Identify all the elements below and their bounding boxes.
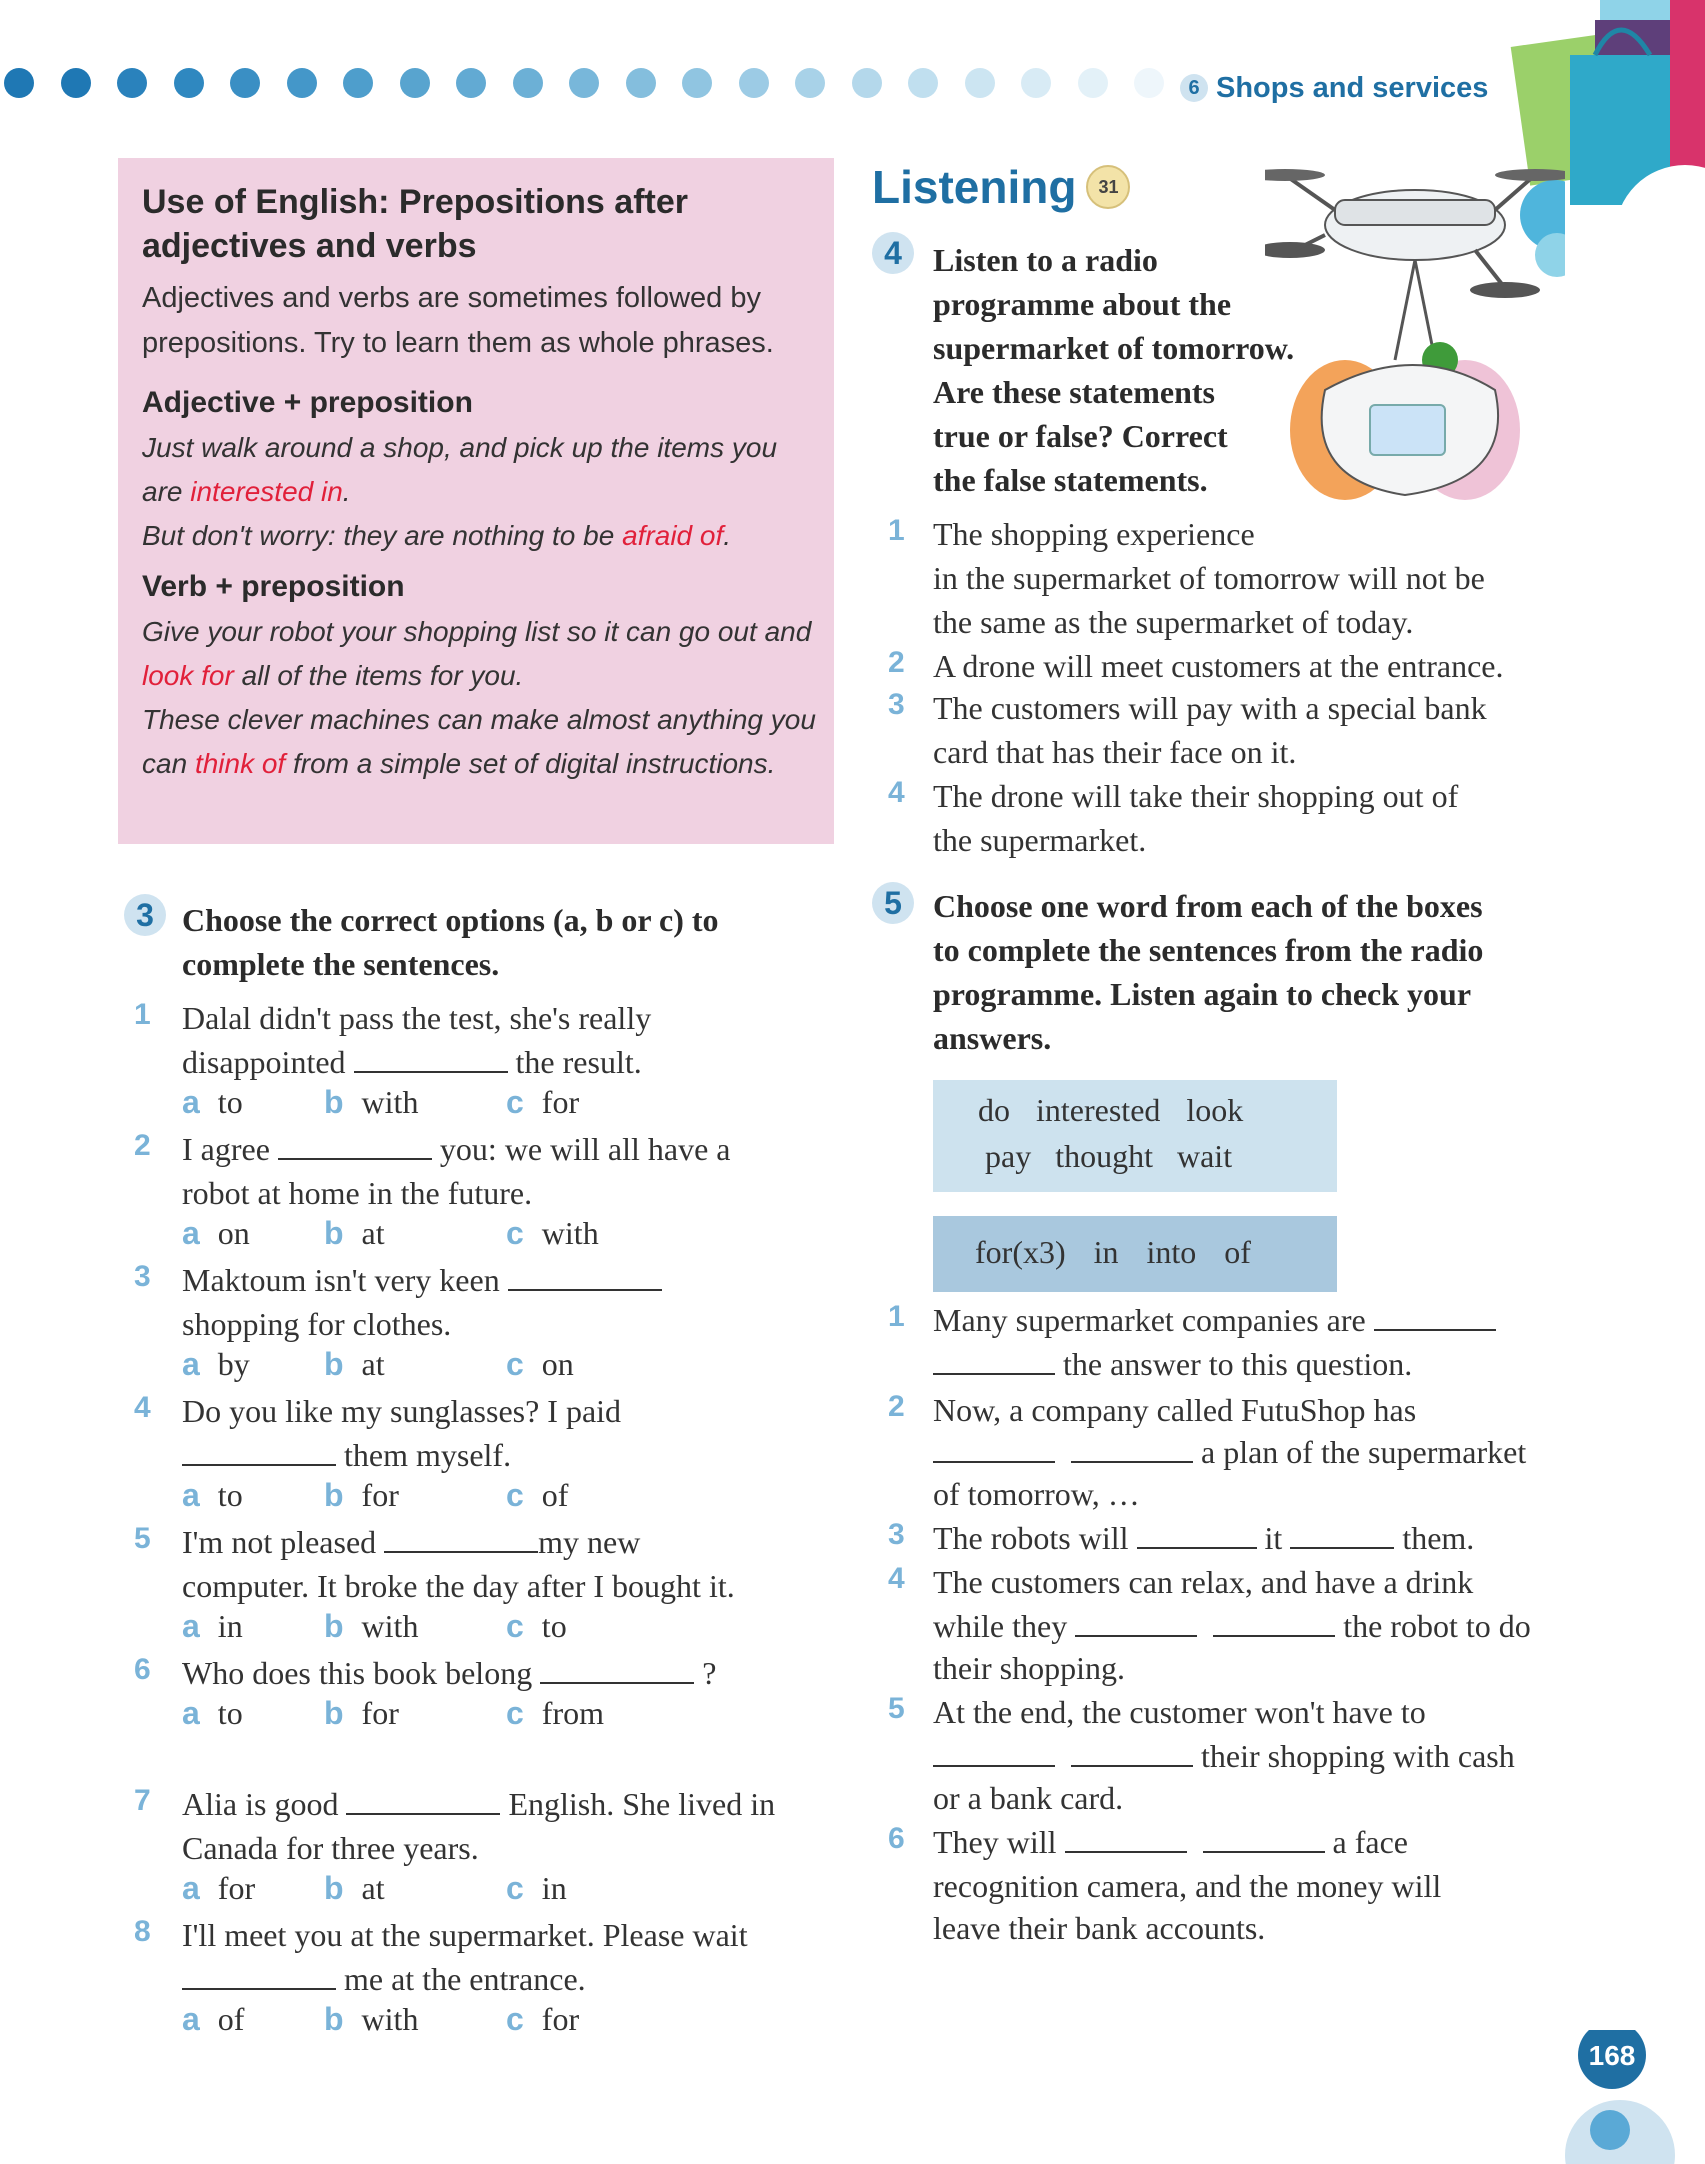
ex4-item-number: 2 xyxy=(888,646,905,679)
ex3-item-number: 2 xyxy=(134,1129,151,1162)
ex5-sentence-2-line-2: a plan of the supermarket xyxy=(933,1430,1526,1474)
header-dot xyxy=(965,68,995,98)
header-dot xyxy=(1134,68,1164,98)
ex3-sentence-line-2: computer. It broke the day after I bought it. xyxy=(182,1568,735,1604)
header-dot xyxy=(230,68,260,98)
audio-track-icon[interactable] xyxy=(1086,165,1130,209)
ex3-sentence-line-1: Maktoum isn't very keen xyxy=(182,1258,662,1302)
option-b[interactable] xyxy=(324,1215,506,1252)
ex3-sentence-line-1: Who does this book belong ? xyxy=(182,1655,717,1691)
option-text: at xyxy=(361,1215,385,1251)
option-text: to xyxy=(541,1608,567,1644)
ex5-item-number: 1 xyxy=(888,1300,905,1333)
header-dot-row xyxy=(0,68,1180,108)
word-thought: thought xyxy=(1055,1138,1153,1174)
ex5-sentence-5-line-2: their shopping with cash xyxy=(933,1734,1515,1778)
ex3-sentence-line-1: Alia is good English. She lived in xyxy=(182,1786,776,1822)
option-letter: b xyxy=(324,1346,344,1382)
ex4-statement-line: A drone will meet customers at the entrance. xyxy=(933,648,1504,684)
answer-blank[interactable] xyxy=(384,1525,538,1553)
word-do: do xyxy=(978,1092,1010,1128)
listening-title: Listening xyxy=(872,161,1077,213)
ex5-item-number: 3 xyxy=(888,1518,905,1551)
ex3-options xyxy=(182,1477,646,1514)
ex4-item-number: 4 xyxy=(888,776,905,809)
exercise-3-instruction: Choose the correct options (a, b or c) to complete the sentences. xyxy=(182,902,719,982)
option-b[interactable] xyxy=(324,1346,506,1383)
option-c[interactable] xyxy=(506,1346,646,1383)
ex3-options xyxy=(182,1215,646,1252)
header-dot xyxy=(456,68,486,98)
header-dot xyxy=(400,68,430,98)
option-letter: a xyxy=(182,1608,200,1644)
ex4-statement-line: the supermarket. xyxy=(933,822,1147,858)
ex3-sentence-line-1: Do you like my sunglasses? I paid xyxy=(182,1393,622,1429)
adjective-example-2: But don't worry: they are nothing to be afraid of. xyxy=(142,520,732,551)
answer-blank[interactable] xyxy=(346,1787,500,1815)
ex4-statement-line: card that has their face on it. xyxy=(933,734,1297,770)
ex3-item-number: 7 xyxy=(134,1784,151,1817)
grammar-intro: Adjectives and verbs are sometimes followed by prepositions. Try to learn them as whole phrases. xyxy=(142,282,774,359)
header-dot xyxy=(61,68,91,98)
answer-blank[interactable] xyxy=(933,1347,1055,1375)
option-letter: a xyxy=(182,1346,200,1382)
option-text: of xyxy=(217,2001,245,2037)
option-text: on xyxy=(217,1215,250,1251)
word-in: in xyxy=(1093,1234,1119,1270)
option-b[interactable] xyxy=(324,1608,506,1645)
answer-blank[interactable] xyxy=(1071,1739,1193,1767)
option-a[interactable] xyxy=(182,1346,324,1383)
option-letter: a xyxy=(182,1870,200,1906)
option-b[interactable] xyxy=(324,1084,506,1121)
option-letter: a xyxy=(182,1477,200,1513)
answer-blank[interactable] xyxy=(182,1438,336,1466)
ex5-sentence-6-line-1: They will a face xyxy=(933,1824,1408,1860)
option-letter: a xyxy=(182,1695,200,1731)
word-box-prepositions xyxy=(933,1216,1337,1292)
option-b[interactable] xyxy=(324,1695,506,1732)
option-letter: b xyxy=(324,1695,344,1731)
ex3-item-number: 6 xyxy=(134,1653,151,1686)
option-text: for xyxy=(217,1870,256,1906)
ex4-instruction-line: the false statements. xyxy=(933,462,1208,498)
option-text: in xyxy=(217,1608,243,1644)
option-letter: c xyxy=(506,1215,524,1251)
ex3-item-number: 8 xyxy=(134,1915,151,1948)
ex4-instruction-line: programme about the xyxy=(933,286,1232,322)
header-dot xyxy=(4,68,34,98)
option-letter: c xyxy=(506,1608,524,1644)
option-c[interactable] xyxy=(506,1695,646,1732)
grammar-box xyxy=(118,158,834,844)
option-a[interactable] xyxy=(182,2001,324,2038)
ex5-instruction-line: Choose one word from each of the boxes xyxy=(933,888,1483,924)
ex4-item-number: 3 xyxy=(888,688,905,721)
header-dot xyxy=(117,68,147,98)
ex4-instruction-line: supermarket of tomorrow. xyxy=(933,330,1295,366)
option-text: to xyxy=(217,1084,243,1120)
ex3-item-number: 3 xyxy=(134,1260,151,1293)
option-text: to xyxy=(217,1695,243,1731)
header-dot xyxy=(795,68,825,98)
ex4-instruction-line: Listen to a radio xyxy=(933,242,1158,278)
option-c[interactable] xyxy=(506,1215,646,1252)
ex4-statement-line: in the supermarket of tomorrow will not be xyxy=(933,560,1485,596)
exercise-3-number: 3 xyxy=(124,894,166,936)
ex5-sentence-2-line-3: of tomorrow, … xyxy=(933,1476,1140,1512)
adjective-example-1: Just walk around a shop, and pick up the items you are interested in. xyxy=(142,432,778,507)
ex3-sentence-line-1: I'm not pleased my new xyxy=(182,1524,641,1560)
option-text: of xyxy=(541,1477,569,1513)
drone-illustration xyxy=(1265,160,1565,505)
header-dot xyxy=(513,68,543,98)
ex4-statement-line: The drone will take their shopping out of xyxy=(933,778,1459,814)
ex3-options xyxy=(182,2001,646,2038)
option-c[interactable] xyxy=(506,2001,646,2038)
option-text: by xyxy=(217,1346,250,1382)
option-text: for xyxy=(361,1695,399,1731)
ex5-item-number: 4 xyxy=(888,1562,905,1595)
ex4-item-number: 1 xyxy=(888,514,905,547)
ex4-statement-line: The shopping experience xyxy=(933,516,1255,552)
option-c[interactable] xyxy=(506,1608,646,1645)
option-b[interactable] xyxy=(324,2001,506,2038)
word-box-verbs xyxy=(933,1080,1337,1192)
verb-example-1: Give your robot your shopping list so it can go out and look for all of the items for you. xyxy=(142,616,812,691)
header-dot xyxy=(852,68,882,98)
option-text: on xyxy=(541,1346,574,1382)
page-number-badge xyxy=(1540,2030,1705,2164)
ex5-item-number: 6 xyxy=(888,1822,905,1855)
option-a[interactable] xyxy=(182,1215,324,1252)
option-a[interactable] xyxy=(182,1870,324,1907)
adjective-heading: Adjective + preposition xyxy=(142,386,473,419)
header-dot xyxy=(174,68,204,98)
option-text: in xyxy=(541,1870,567,1906)
word-for-x3: for(x3) xyxy=(975,1234,1066,1270)
ex3-options xyxy=(182,1346,646,1383)
listening-heading xyxy=(872,160,1130,214)
ex3-item-number: 1 xyxy=(134,998,151,1031)
ex3-sentence-line-2: me at the entrance. xyxy=(182,1957,586,2001)
ex3-sentence-line-1: Dalal didn't pass the test, she's really xyxy=(182,1000,652,1036)
option-letter: a xyxy=(182,1215,200,1251)
ex3-sentence-line-2: disappointed the result. xyxy=(182,1044,642,1080)
ex3-sentence-line-2: robot at home in the future. xyxy=(182,1175,533,1211)
ex5-sentence-6-line-3: leave their bank accounts. xyxy=(933,1910,1266,1946)
option-letter: c xyxy=(506,1695,524,1731)
option-text: with xyxy=(361,2001,419,2037)
option-letter: b xyxy=(324,1870,344,1906)
option-text: with xyxy=(361,1084,419,1120)
word-of: of xyxy=(1224,1234,1251,1270)
header-dot xyxy=(908,68,938,98)
ex3-sentence-line-1: I agree you: we will all have a xyxy=(182,1131,731,1167)
option-letter: c xyxy=(506,1346,524,1382)
option-letter: a xyxy=(182,2001,200,2037)
answer-blank[interactable] xyxy=(933,1435,1055,1463)
header-dot xyxy=(569,68,599,98)
ex5-sentence-4-line-2: while they the robot to do xyxy=(933,1608,1531,1644)
ex5-sentence-3: The robots will it them. xyxy=(933,1520,1475,1556)
header-dot xyxy=(1021,68,1051,98)
option-text: to xyxy=(217,1477,243,1513)
word-look: look xyxy=(1186,1092,1244,1128)
header-dot xyxy=(682,68,712,98)
option-letter: b xyxy=(324,1477,344,1513)
ex3-options xyxy=(182,1084,646,1121)
word-pay: pay xyxy=(985,1138,1032,1174)
answer-blank[interactable] xyxy=(1137,1521,1257,1549)
header-dot xyxy=(287,68,317,98)
option-a[interactable] xyxy=(182,1608,324,1645)
option-letter: c xyxy=(506,1477,524,1513)
unit-title: Shops and services xyxy=(1216,71,1489,104)
option-letter: b xyxy=(324,2001,344,2037)
verb-example-2: These clever machines can make almost anything you can think of from a simple set of digital instructions. xyxy=(142,704,816,779)
exercise-4-number: 4 xyxy=(872,232,914,274)
word-interested: interested xyxy=(1036,1092,1161,1128)
unit-number: 6 xyxy=(1180,74,1208,102)
word-into: into xyxy=(1146,1234,1197,1270)
option-letter: b xyxy=(324,1084,344,1120)
answer-blank[interactable] xyxy=(182,1962,336,1990)
ex3-sentence-line-2: shopping for clothes. xyxy=(182,1306,452,1342)
highlight-look-for: look for xyxy=(142,660,234,691)
ex5-sentence-1-line-2: the answer to this question. xyxy=(933,1342,1412,1386)
ex3-sentence-line-2: Canada for three years. xyxy=(182,1830,479,1866)
option-letter: b xyxy=(324,1215,344,1251)
exercise-5-number: 5 xyxy=(872,882,914,924)
option-b[interactable] xyxy=(324,1870,506,1907)
ex5-item-number: 5 xyxy=(888,1692,905,1725)
option-letter: b xyxy=(324,1608,344,1644)
verb-heading: Verb + preposition xyxy=(142,570,405,603)
option-text: for xyxy=(541,2001,580,2037)
ex3-sentence-line-2: them myself. xyxy=(182,1433,511,1477)
ex5-sentence-5-line-1: At the end, the customer won't have to xyxy=(933,1694,1426,1730)
option-letter: a xyxy=(182,1084,200,1120)
word-wait: wait xyxy=(1176,1138,1233,1174)
ex3-item-number: 5 xyxy=(134,1522,151,1555)
header-dot xyxy=(343,68,373,98)
option-letter: c xyxy=(506,2001,524,2037)
header-dot xyxy=(626,68,656,98)
option-text: for xyxy=(361,1477,399,1513)
option-a[interactable] xyxy=(182,1084,324,1121)
ex5-instruction-line: programme. Listen again to check your xyxy=(933,976,1472,1012)
ex3-options xyxy=(182,1695,646,1732)
answer-blank[interactable] xyxy=(540,1656,694,1684)
option-text: from xyxy=(541,1695,604,1731)
answer-blank[interactable] xyxy=(1374,1303,1496,1331)
highlight-think-of: think of xyxy=(194,748,286,779)
option-c[interactable] xyxy=(506,1084,646,1121)
answer-blank[interactable] xyxy=(1065,1825,1187,1853)
answer-blank[interactable] xyxy=(1290,1521,1394,1549)
highlight-interested-in: interested in xyxy=(190,476,343,507)
page-number: 168 xyxy=(1588,2040,1636,2071)
ex5-sentence-2-line-1: Now, a company called FutuShop has xyxy=(933,1392,1417,1428)
option-letter: c xyxy=(506,1870,524,1906)
answer-blank[interactable] xyxy=(1203,1825,1325,1853)
answer-blank[interactable] xyxy=(1075,1609,1197,1637)
grammar-box-title: Use of English: Prepositions after adjectives and verbs xyxy=(142,183,688,265)
track-number: 31 xyxy=(1098,176,1119,197)
ex5-instruction-line: answers. xyxy=(933,1020,1052,1056)
ex5-sentence-4-line-3: their shopping. xyxy=(933,1650,1125,1686)
option-a[interactable] xyxy=(182,1695,324,1732)
ex3-options xyxy=(182,1870,646,1907)
highlight-afraid-of: afraid of xyxy=(622,520,724,551)
header-dot xyxy=(739,68,769,98)
option-text: with xyxy=(361,1608,419,1644)
ex5-item-number: 2 xyxy=(888,1390,905,1423)
ex4-instruction-line: true or false? Correct xyxy=(933,418,1228,454)
option-letter: c xyxy=(506,1084,524,1120)
ex3-sentence-line-1: I'll meet you at the supermarket. Please wait xyxy=(182,1917,748,1953)
answer-blank[interactable] xyxy=(1071,1435,1193,1463)
ex3-item-number: 4 xyxy=(134,1391,151,1424)
answer-blank[interactable] xyxy=(278,1132,432,1160)
option-text: at xyxy=(361,1870,385,1906)
ex5-sentence-4-line-1: The customers can relax, and have a drink xyxy=(933,1564,1474,1600)
ex4-statement-line: The customers will pay with a special bank xyxy=(933,690,1487,726)
ex5-sentence-5-line-3: or a bank card. xyxy=(933,1780,1124,1816)
ex5-instruction-line: to complete the sentences from the radio xyxy=(933,932,1484,968)
ex4-statement-line: the same as the supermarket of today. xyxy=(933,604,1414,640)
ex3-options xyxy=(182,1608,646,1645)
option-a[interactable] xyxy=(182,1477,324,1514)
answer-blank[interactable] xyxy=(354,1045,508,1073)
ex5-sentence-6-line-2: recognition camera, and the money will xyxy=(933,1868,1442,1904)
ex4-instruction-line: Are these statements xyxy=(933,374,1215,410)
option-b[interactable] xyxy=(324,1477,506,1514)
option-c[interactable] xyxy=(506,1477,646,1514)
answer-blank[interactable] xyxy=(933,1739,1055,1767)
option-text: for xyxy=(541,1084,580,1120)
answer-blank[interactable] xyxy=(1213,1609,1335,1637)
option-text: at xyxy=(361,1346,385,1382)
option-c[interactable] xyxy=(506,1870,646,1907)
unit-label xyxy=(1180,70,1488,106)
header-dot xyxy=(1078,68,1108,98)
option-text: with xyxy=(541,1215,599,1251)
ex5-sentence-1-line-1: Many supermarket companies are xyxy=(933,1298,1496,1342)
answer-blank[interactable] xyxy=(508,1263,662,1291)
